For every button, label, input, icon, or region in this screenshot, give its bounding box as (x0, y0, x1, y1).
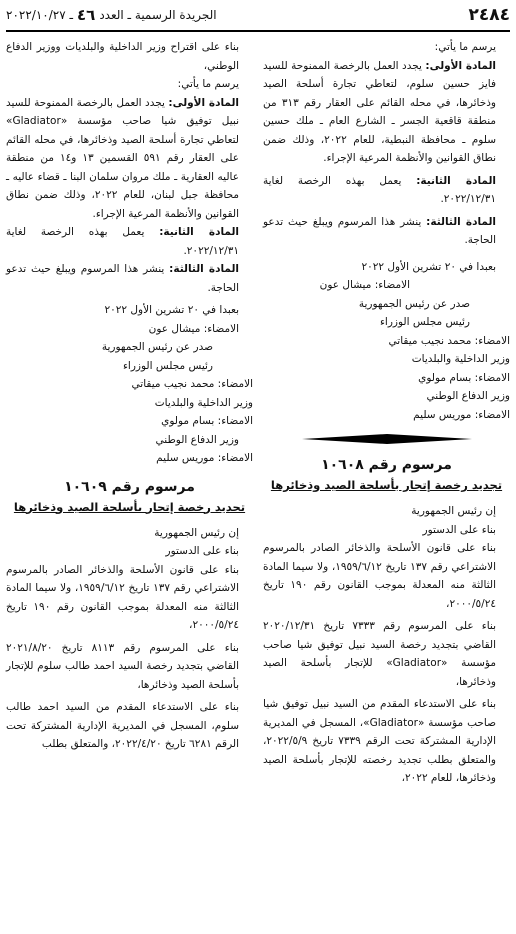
decree-preamble-end: يرسم ما يأتي: (434, 41, 496, 53)
decree-opening: إن رئيس الجمهورية (411, 505, 496, 517)
article-label: المادة الثانية: (416, 174, 496, 187)
pm-signature: الامضاء: محمد نجيب ميقاتي (388, 334, 510, 347)
journal-title (6, 6, 217, 24)
decree-title: مرسوم رقم ١٠٦٠٩ (64, 478, 195, 495)
president-signature: الامضاء: ميشال عون (148, 322, 239, 335)
pm-title: رئيس مجلس الوزراء (379, 316, 470, 328)
decree-recital: بناء على الاستدعاء المقدم من السيد احمد طالب سلوم، المسجل في المديرية الإدارية المشتركة تحت الرقم ٦٢٨١ تاريخ ٢٠٢٢/٤/٢٠، والمتعلق بطلب (6, 701, 239, 750)
issue-number: ٤٦ (77, 6, 96, 24)
section-divider (263, 434, 510, 444)
defense-minister-signature: الامضاء: موريس سليم (156, 452, 253, 464)
journal-name: الجريدة الرسمية ـ العدد (99, 8, 217, 22)
page-number: ٢٤٨٤ (468, 5, 510, 25)
interior-minister-signature: الامضاء: بسام مولوي (418, 371, 510, 384)
defense-minister-title: وزير الدفاع الوطني (155, 433, 239, 446)
interior-minister-title: وزير الداخلية والبلديات (154, 396, 253, 409)
article-label: المادة الأولى: (425, 59, 496, 72)
column-left (6, 38, 253, 928)
interior-minister-signature: الامضاء: بسام مولوي (161, 415, 253, 427)
decree-recital: بناء على الاستدعاء المقدم من السيد نبيل توفيق شيا صاحب مؤسسة «Gladiator»، المسجل في المديرية الإدارية المشتركة تحت الرقم ٧٣٣٩ تاريخ ٢٠٢٢/٥/٩، والمتعلق بطلب تجديد رخصته للإتجار بأسلحة الصيد وذخائرها، للعام ٢٠٢٢، (263, 698, 496, 784)
divider-ornament-icon (302, 434, 472, 444)
article-label: المادة الثانية: (159, 226, 239, 238)
decree-recital: بناء على اقتراح وزير الداخلية والبلديات ووزير الدفاع الوطني، (6, 41, 239, 72)
article-label: المادة الأولى: (168, 96, 239, 109)
decree-subtitle: تجديد رخصة إتجار بأسلحة الصيد وذخائرها (13, 499, 246, 514)
page-header (6, 0, 510, 32)
defense-minister-signature: الامضاء: موريس سليم (413, 408, 510, 421)
decree-basis: بناء على الدستور (422, 523, 496, 536)
pm-title: رئيس مجلس الوزراء (122, 359, 213, 372)
decree-basis: بناء على الدستور (165, 545, 239, 557)
decree-subtitle: تجديد رخصة إتجار بأسلحة الصيد وذخائرها (270, 478, 503, 492)
article-3 (6, 260, 253, 297)
article-label: المادة الثالثة: (169, 263, 239, 275)
article-3 (263, 213, 510, 250)
president-signature: الامضاء: ميشال عون (319, 279, 410, 291)
signing-date: بعبدا في ٢٠ تشرين الأول ٢٠٢٢ (104, 304, 239, 316)
article-2 (6, 223, 253, 260)
issued-by: صدر عن رئيس الجمهورية (101, 341, 213, 353)
column-right (263, 38, 510, 928)
article-text: ينشر هذا المرسوم ويبلغ حيث تدعو الحاجة. (263, 215, 496, 246)
issued-by: صدر عن رئيس الجمهورية (358, 297, 470, 310)
columns (6, 38, 510, 928)
article-text: ينشر هذا المرسوم ويبلغ حيث تدعو الحاجة. (6, 263, 239, 294)
article-text: يجدد العمل بالرخصة الممنوحة للسيد نبيل توفيق شيا صاحب مؤسسة «Gladiator» لتعاطي تجارة أسلحة الصيد وذخائرها، في محله القائم على العقار رقم ٥٩١ القسمين ١٣ و١٤ من منطقة عاليه العقارية ـ ملك مروان سلمان البنا ـ قضاء عاليه ـ محافظة جبل لبنان، للعام ٢٠٢٢، وذلك ضمن نطاق القوانين والأنظمة المرعية الإجراء. (6, 96, 240, 220)
decree-title: مرسوم رقم ١٠٦٠٨ (321, 457, 452, 473)
article-text: يجدد العمل بالرخصة الممنوحة للسيد فايز حسين سلوم، لتعاطي تجارة أسلحة الصيد وذخائرها، في محله القائم على العقار رقم ٣١٣ من منطقة قاقعية الجسر ـ الشارع العام ـ ملك حسين سلوم ـ محافظة النبطية، للعام ٢٠٢٢، وذلك ضمن نطاق القوانين والأنظمة المرعية الإجراء. (263, 59, 496, 164)
issue-date: ـ ٢٠٢٢/١٠/٢٧ (6, 8, 73, 22)
decree-recital: بناء على المرسوم رقم ٨١١٣ تاريخ ٢٠٢١/٨/٢٠ القاضي بتجديد رخصة السيد احمد طالب سلوم للإتجار بأسلحة الصيد وذخائرها، (6, 641, 239, 691)
article-2 (263, 172, 510, 209)
decree-opening: إن رئيس الجمهورية (154, 526, 239, 539)
interior-minister-title: وزير الداخلية والبلديات (411, 353, 510, 365)
article-label: المادة الثالثة: (426, 215, 496, 228)
decree-preamble-end: يرسم ما يأتي: (177, 78, 239, 90)
decree-recital: بناء على قانون الأسلحة والذخائر الصادر بالمرسوم الاشتراعي رقم ١٣٧ تاريخ ١٩٥٩/٦/١٢، ولا سيما المادة الثالثة منه المعدلة بموجب القانون رقم ١٩٠ تاريخ ٢٠٠٠/٥/٢٤، (263, 542, 496, 610)
article-text: يعمل بهذه الرخصة لغاية ٢٠٢٢/١٢/٣١. (6, 226, 239, 257)
article-1 (6, 94, 253, 224)
article-1 (263, 57, 510, 168)
pm-signature: الامضاء: محمد نجيب ميقاتي (131, 378, 253, 390)
article-text: يعمل بهذه الرخصة لغاية ٢٠٢٢/١٢/٣١. (263, 174, 496, 205)
signing-date: بعبدا في ٢٠ تشرين الأول ٢٠٢٢ (361, 260, 496, 273)
defense-minister-title: وزير الدفاع الوطني (426, 390, 510, 402)
decree-recital: بناء على المرسوم رقم ٧٣٣٣ تاريخ ٢٠٢٠/١٢/٣١ القاضي بتجديد رخصة السيد نبيل توفيق شيا صاحب مؤسسة «Gladiator» للإتجار بأسلحة الصيد وذخائرها، (263, 620, 496, 688)
decree-recital: بناء على قانون الأسلحة والذخائر الصادر بالمرسوم الاشتراعي رقم ١٣٧ تاريخ ١٩٥٩/٦/١٢، ولا سيما المادة الثالثة منه المعدلة بموجب القانون رقم ١٩٠ تاريخ ٢٠٠٠/٥/٢٤، (6, 563, 239, 631)
